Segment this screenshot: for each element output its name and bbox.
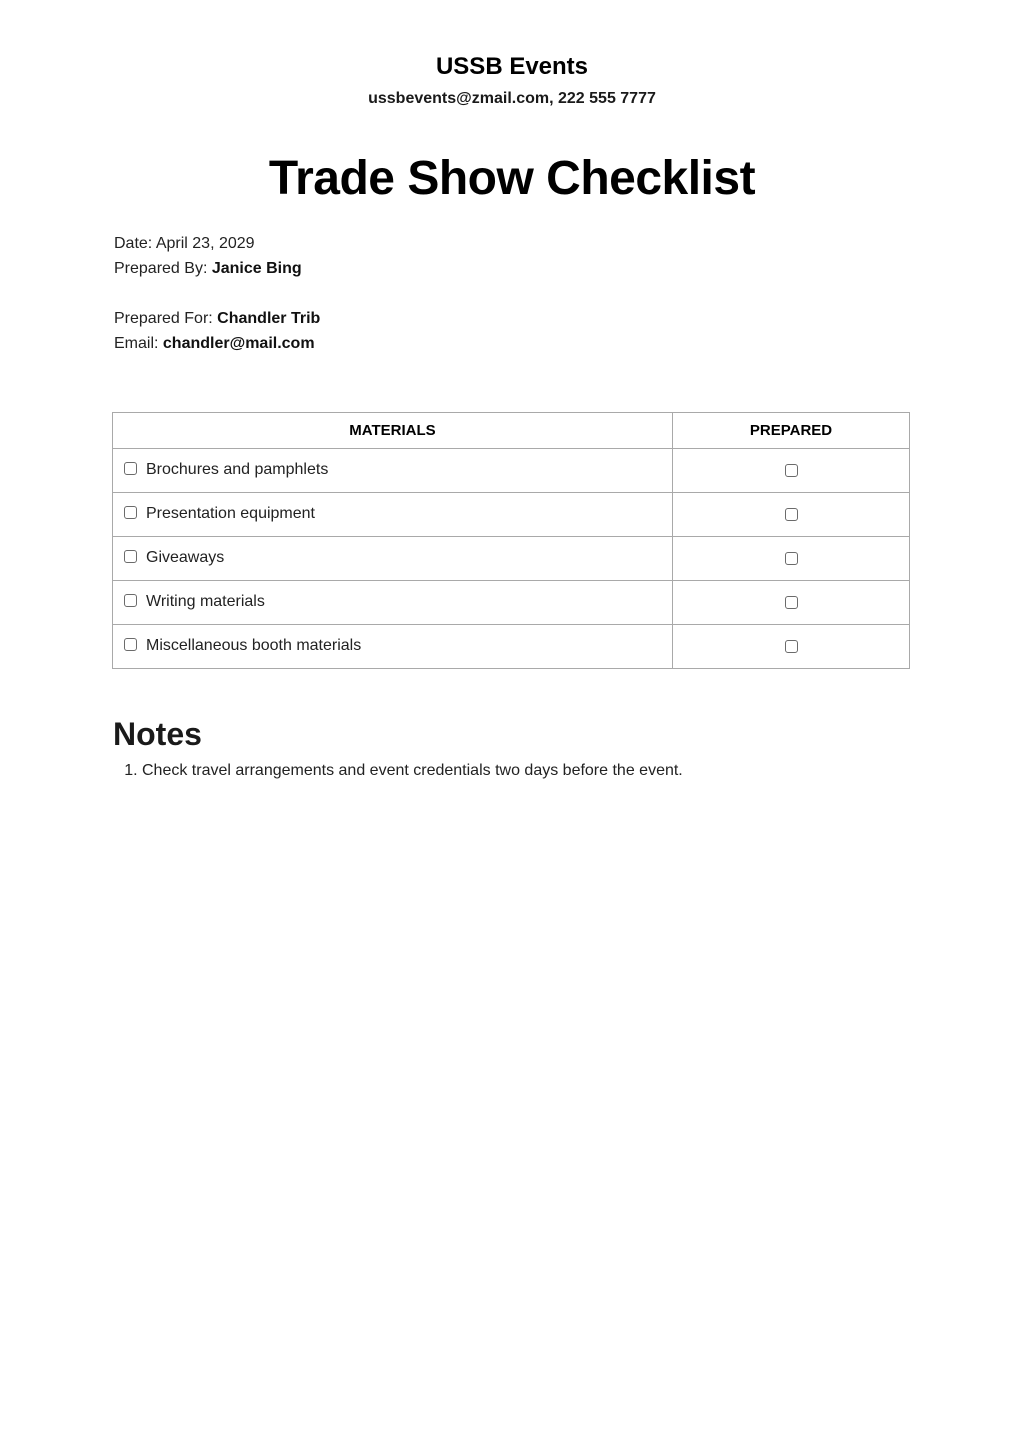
column-header-prepared: PREPARED [673,413,910,449]
item-cell [113,625,673,669]
table-row [113,493,910,537]
meta-date-value: April 23, 2029 [155,235,255,252]
item-label: Presentation equipment [146,505,315,523]
table-row [113,449,910,493]
item-checkbox[interactable] [124,594,137,607]
column-header-materials: MATERIALS [113,413,673,449]
meta-date [114,234,255,254]
table-header-row [113,413,910,449]
item-cell [113,537,673,581]
meta-email-label: Email: [114,335,159,352]
notes-heading: Notes [113,716,202,752]
prepared-cell [673,493,910,537]
item-checkbox[interactable] [124,506,137,519]
item-label: Giveaways [146,549,225,567]
table-row [113,537,910,581]
meta-prepared-by-label: Prepared By: [114,260,208,277]
meta-prepared-for-label: Prepared For: [114,310,213,327]
meta-prepared-by [114,259,302,279]
prepared-checkbox[interactable] [785,552,798,565]
prepared-checkbox[interactable] [785,640,798,653]
item-checkbox[interactable] [124,550,137,563]
meta-email-value: chandler@mail.com [162,335,315,352]
item-cell [113,449,673,493]
item-checkbox[interactable] [124,462,137,475]
prepared-cell [673,625,910,669]
meta-date-label: Date: [114,235,153,252]
prepared-checkbox[interactable] [785,508,798,521]
item-cell [113,581,673,625]
meta-prepared-by-value: Janice Bing [211,260,302,277]
item-label: Writing materials [146,593,265,611]
notes-list [114,761,922,781]
prepared-cell [673,537,910,581]
item-cell [113,493,673,537]
prepared-checkbox[interactable] [785,464,798,477]
meta-prepared-for-value: Chandler Trib [217,310,321,327]
item-label: Brochures and pamphlets [146,461,329,479]
table-row [113,625,910,669]
meta-email [114,334,315,354]
document-title: Trade Show Checklist [268,152,756,205]
item-checkbox[interactable] [124,638,137,651]
prepared-checkbox[interactable] [785,596,798,609]
table-row [113,581,910,625]
company-contact: ussbevents@zmail.com, 222 555 7777 [368,90,656,107]
prepared-cell [673,449,910,493]
meta-prepared-for [114,309,320,329]
list-item: 1. Check travel arrangements and event credentials two days before the event. [142,761,922,781]
company-name: USSB Events [435,53,589,80]
item-label: Miscellaneous booth materials [146,637,362,655]
prepared-cell [673,581,910,625]
materials-table [112,412,910,669]
